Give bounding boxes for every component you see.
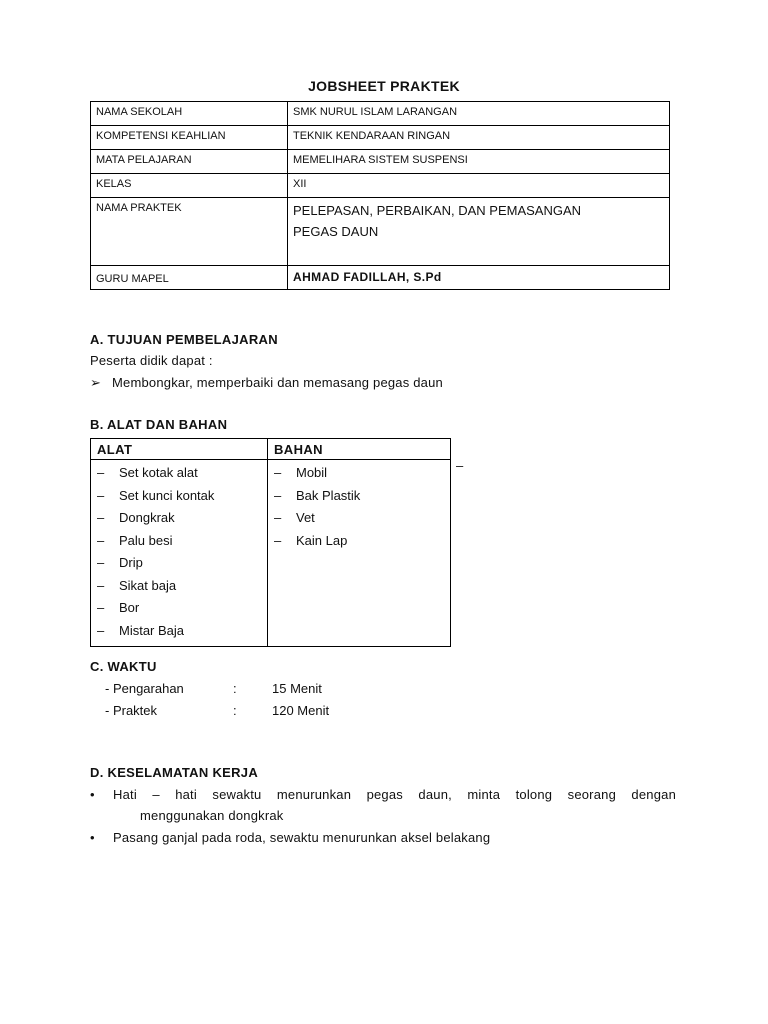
dash-bullet-icon: – bbox=[97, 465, 105, 480]
bullet-icon: • bbox=[90, 830, 95, 845]
info-value: MEMELIHARA SISTEM SUSPENSI bbox=[288, 150, 670, 174]
info-key: MATA PELAJARAN bbox=[91, 150, 288, 174]
info-row-nama-sekolah bbox=[91, 102, 670, 126]
dash-bullet-icon: – bbox=[97, 577, 105, 593]
alat-item bbox=[97, 597, 261, 620]
info-value bbox=[288, 198, 670, 266]
section-c-heading: C. WAKTU bbox=[90, 659, 157, 674]
dash-bullet-icon: – bbox=[97, 510, 105, 525]
alat-item bbox=[97, 485, 261, 508]
bahan-item-text: Mobil bbox=[296, 465, 328, 480]
bahan-list bbox=[268, 460, 451, 647]
alat-item bbox=[97, 462, 261, 485]
dash-bullet-icon: – bbox=[274, 532, 282, 548]
dash-bullet-icon: – bbox=[97, 622, 105, 638]
alat-item bbox=[97, 575, 261, 598]
alat-item bbox=[97, 530, 261, 553]
info-table bbox=[90, 101, 670, 290]
column-header-alat: ALAT bbox=[91, 439, 268, 460]
info-value: SMK NURUL ISLAM LARANGAN bbox=[288, 102, 670, 126]
alat-item-text: Sikat baja bbox=[119, 577, 177, 593]
safety-item bbox=[90, 787, 676, 805]
info-value: AHMAD FADILLAH, S.Pd bbox=[288, 266, 670, 290]
dash-bullet-icon: – bbox=[274, 465, 282, 480]
alat-item bbox=[97, 552, 261, 575]
waktu-value: 15 Menit bbox=[272, 681, 322, 696]
safety-item-text: Hati – hati sewaktu menurunkan pegas daun, minta tolong seorang dengan bbox=[113, 787, 676, 802]
alat-item-text: Set kotak alat bbox=[119, 465, 198, 480]
waktu-separator: : bbox=[233, 681, 237, 696]
info-value-line: PEGAS DAUN bbox=[293, 224, 379, 239]
alat-item bbox=[97, 507, 261, 530]
bahan-item-text: Vet bbox=[296, 510, 315, 525]
section-b-heading: B. ALAT DAN BAHAN bbox=[90, 417, 228, 432]
dash-bullet-icon: – bbox=[274, 510, 282, 525]
safety-item-continuation: menggunakan dongkrak bbox=[140, 808, 284, 823]
alat-item-text: Bor bbox=[119, 600, 140, 615]
alat-bahan-body-row bbox=[91, 460, 451, 647]
page-title: JOBSHEET PRAKTEK bbox=[308, 78, 460, 94]
dash-bullet-icon: – bbox=[97, 555, 105, 570]
info-row-kelas bbox=[91, 174, 670, 198]
alat-item-text: Mistar Baja bbox=[119, 622, 185, 638]
info-key: NAMA PRAKTEK bbox=[91, 198, 288, 266]
info-key: NAMA SEKOLAH bbox=[91, 102, 288, 126]
section-d-heading: D. KESELAMATAN KERJA bbox=[90, 765, 259, 780]
column-header-bahan: BAHAN bbox=[268, 439, 451, 460]
info-key: GURU MAPEL bbox=[91, 266, 288, 290]
bahan-item bbox=[274, 507, 444, 530]
alat-item-text: Dongkrak bbox=[119, 510, 175, 525]
alat-item-text: Palu besi bbox=[119, 532, 173, 548]
section-a-intro: Peserta didik dapat : bbox=[90, 353, 213, 368]
waktu-label: - Praktek bbox=[105, 703, 158, 718]
stray-dash: – bbox=[456, 458, 464, 473]
info-row-mata-pelajaran bbox=[91, 150, 670, 174]
waktu-label: - Pengarahan bbox=[105, 681, 184, 696]
dash-bullet-icon: – bbox=[97, 487, 105, 503]
bullet-icon: • bbox=[90, 787, 95, 802]
info-value-line: PELEPASAN, PERBAIKAN, DAN PEMASANGAN bbox=[293, 203, 582, 218]
bahan-item-text: Kain Lap bbox=[296, 532, 348, 548]
info-row-nama-praktek bbox=[91, 198, 670, 266]
info-row-guru-mapel bbox=[91, 266, 670, 290]
info-value: TEKNIK KENDARAAN RINGAN bbox=[288, 126, 670, 150]
info-row-kompetensi bbox=[91, 126, 670, 150]
info-key: KOMPETENSI KEAHLIAN bbox=[91, 126, 288, 150]
alat-list bbox=[91, 460, 268, 647]
dash-bullet-icon: – bbox=[97, 600, 105, 615]
bahan-item bbox=[274, 485, 444, 508]
section-a-heading: A. TUJUAN PEMBELAJARAN bbox=[90, 332, 278, 347]
alat-item-text: Set kunci kontak bbox=[119, 487, 215, 503]
info-value: XII bbox=[288, 174, 670, 198]
safety-item-text: Pasang ganjal pada roda, sewaktu menurunkan aksel belakang bbox=[113, 830, 491, 845]
waktu-separator: : bbox=[233, 703, 237, 718]
section-a-item-text: Membongkar, memperbaiki dan memasang pegas daun bbox=[112, 375, 443, 390]
info-key: KELAS bbox=[91, 174, 288, 198]
alat-bahan-header-row bbox=[91, 439, 451, 460]
dash-bullet-icon: – bbox=[97, 532, 105, 548]
alat-item bbox=[97, 620, 261, 643]
alat-item-text: Drip bbox=[119, 555, 143, 570]
dash-bullet-icon: – bbox=[274, 487, 282, 503]
arrow-bullet-icon: ➢ bbox=[90, 375, 102, 390]
bahan-item bbox=[274, 462, 444, 485]
bahan-item-text: Bak Plastik bbox=[296, 487, 361, 503]
bahan-item bbox=[274, 530, 444, 553]
alat-bahan-table bbox=[90, 438, 451, 647]
safety-item bbox=[90, 830, 676, 848]
section-a-item bbox=[90, 375, 443, 391]
waktu-value: 120 Menit bbox=[272, 703, 330, 718]
